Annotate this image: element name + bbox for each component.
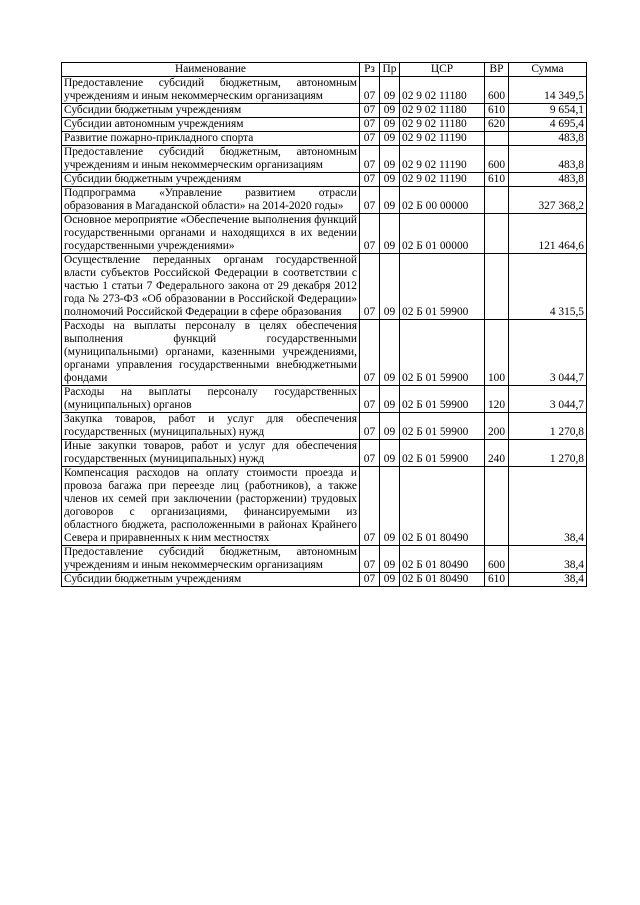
row-rz: 07 bbox=[360, 77, 380, 104]
row-vr: 610 bbox=[485, 104, 509, 118]
table-row bbox=[62, 173, 587, 187]
row-sum: 483,8 bbox=[509, 173, 587, 187]
row-csr: 02 9 02 11180 bbox=[400, 77, 485, 104]
row-name: Субсидии бюджетным учреждениям bbox=[62, 573, 360, 587]
row-pr: 09 bbox=[380, 187, 400, 214]
row-rz: 07 bbox=[360, 320, 380, 386]
table-row bbox=[62, 132, 587, 146]
row-rz: 07 bbox=[360, 118, 380, 132]
row-rz: 07 bbox=[360, 214, 380, 254]
table-row bbox=[62, 254, 587, 320]
table-row bbox=[62, 546, 587, 573]
row-sum: 38,4 bbox=[509, 546, 587, 573]
row-rz: 07 bbox=[360, 546, 380, 573]
header-pr: Пр bbox=[380, 63, 400, 77]
row-csr: 02 9 02 11190 bbox=[400, 146, 485, 173]
row-pr: 09 bbox=[380, 573, 400, 587]
row-csr: 02 Б 01 80490 bbox=[400, 573, 485, 587]
row-name: Иные закупки товаров, работ и услуг для обеспечения государственных (муниципальных) нужд bbox=[62, 440, 360, 467]
table-row bbox=[62, 214, 587, 254]
table-row bbox=[62, 187, 587, 214]
row-pr: 09 bbox=[380, 546, 400, 573]
table-row bbox=[62, 386, 587, 413]
row-sum: 3 044,7 bbox=[509, 320, 587, 386]
table-row bbox=[62, 118, 587, 132]
row-rz: 07 bbox=[360, 173, 380, 187]
row-vr: 600 bbox=[485, 77, 509, 104]
row-rz: 07 bbox=[360, 132, 380, 146]
row-name: Развитие пожарно-прикладного спорта bbox=[62, 132, 360, 146]
row-sum: 14 349,5 bbox=[509, 77, 587, 104]
row-csr: 02 9 02 11190 bbox=[400, 173, 485, 187]
row-pr: 09 bbox=[380, 77, 400, 104]
row-pr: 09 bbox=[380, 467, 400, 546]
row-csr: 02 9 02 11180 bbox=[400, 118, 485, 132]
row-sum: 483,8 bbox=[509, 132, 587, 146]
row-pr: 09 bbox=[380, 118, 400, 132]
row-vr bbox=[485, 214, 509, 254]
header-rz: Рз bbox=[360, 63, 380, 77]
row-sum: 4 315,5 bbox=[509, 254, 587, 320]
row-rz: 07 bbox=[360, 413, 380, 440]
table-row bbox=[62, 573, 587, 587]
row-sum: 1 270,8 bbox=[509, 440, 587, 467]
row-rz: 07 bbox=[360, 104, 380, 118]
row-vr: 620 bbox=[485, 118, 509, 132]
row-rz: 07 bbox=[360, 440, 380, 467]
table-row bbox=[62, 467, 587, 546]
row-csr: 02 Б 01 59900 bbox=[400, 413, 485, 440]
budget-table bbox=[61, 62, 587, 587]
row-vr: 120 bbox=[485, 386, 509, 413]
row-csr: 02 Б 01 59900 bbox=[400, 386, 485, 413]
row-csr: 02 Б 00 00000 bbox=[400, 187, 485, 214]
row-name: Расходы на выплаты персоналу в целях обеспечения выполнения функций государственными (муниципальными) органами, казенными учреждениями, органами управления государственными внебюджетными фондами bbox=[62, 320, 360, 386]
row-name: Расходы на выплаты персоналу государственных (муниципальных) органов bbox=[62, 386, 360, 413]
header-sum: Сумма bbox=[509, 63, 587, 77]
row-pr: 09 bbox=[380, 320, 400, 386]
header-vr: ВР bbox=[485, 63, 509, 77]
row-csr: 02 9 02 11180 bbox=[400, 104, 485, 118]
row-sum: 483,8 bbox=[509, 146, 587, 173]
header-csr: ЦСР bbox=[400, 63, 485, 77]
row-csr: 02 Б 01 00000 bbox=[400, 214, 485, 254]
row-sum: 3 044,7 bbox=[509, 386, 587, 413]
table-row bbox=[62, 413, 587, 440]
row-csr: 02 Б 01 59900 bbox=[400, 254, 485, 320]
header-name: Наименование bbox=[62, 63, 360, 77]
row-vr: 600 bbox=[485, 546, 509, 573]
row-pr: 09 bbox=[380, 104, 400, 118]
row-vr bbox=[485, 467, 509, 546]
row-rz: 07 bbox=[360, 146, 380, 173]
row-vr: 240 bbox=[485, 440, 509, 467]
table-row bbox=[62, 77, 587, 104]
row-sum: 327 368,2 bbox=[509, 187, 587, 214]
row-sum: 1 270,8 bbox=[509, 413, 587, 440]
row-name: Субсидии бюджетным учреждениям bbox=[62, 173, 360, 187]
row-pr: 09 bbox=[380, 254, 400, 320]
row-csr: 02 Б 01 59900 bbox=[400, 440, 485, 467]
row-pr: 09 bbox=[380, 413, 400, 440]
row-sum: 38,4 bbox=[509, 573, 587, 587]
row-name: Закупка товаров, работ и услуг для обеспечения государственных (муниципальных) нужд bbox=[62, 413, 360, 440]
row-sum: 4 695,4 bbox=[509, 118, 587, 132]
row-vr: 610 bbox=[485, 173, 509, 187]
row-sum: 38,4 bbox=[509, 467, 587, 546]
row-rz: 07 bbox=[360, 573, 380, 587]
row-vr bbox=[485, 254, 509, 320]
row-pr: 09 bbox=[380, 440, 400, 467]
row-vr: 600 bbox=[485, 146, 509, 173]
row-pr: 09 bbox=[380, 132, 400, 146]
row-csr: 02 Б 01 80490 bbox=[400, 467, 485, 546]
row-rz: 07 bbox=[360, 386, 380, 413]
row-rz: 07 bbox=[360, 467, 380, 546]
row-name: Предоставление субсидий бюджетным, автономным учреждениям и иным некоммерческим организациям bbox=[62, 77, 360, 104]
row-pr: 09 bbox=[380, 173, 400, 187]
table-row bbox=[62, 146, 587, 173]
row-pr: 09 bbox=[380, 214, 400, 254]
row-vr: 610 bbox=[485, 573, 509, 587]
row-pr: 09 bbox=[380, 386, 400, 413]
row-name: Предоставление субсидий бюджетным, автономным учреждениям и иным некоммерческим организациям bbox=[62, 546, 360, 573]
row-name: Основное мероприятие «Обеспечение выполнения функций государственными органами и находящихся в их ведении государственными учреждениями» bbox=[62, 214, 360, 254]
row-name: Осуществление переданных органам государственной власти субъектов Российской Федерации в соответствии с частью 1 статьи 7 Федерального закона от 29 декабря 2012 года № 273-ФЗ «Об образовании в Российской Федерации» полномочий Российской Федерации в сфере образования bbox=[62, 254, 360, 320]
table-row bbox=[62, 320, 587, 386]
row-name: Компенсация расходов на оплату стоимости проезда и провоза багажа при переезде лиц (работников), а также членов их семей при заключении (расторжении) трудовых договоров с организациями, финансируемыми из областного бюджета, расположенными в районах Крайнего Севера и приравненных к ним местностях bbox=[62, 467, 360, 546]
row-vr bbox=[485, 132, 509, 146]
row-sum: 121 464,6 bbox=[509, 214, 587, 254]
row-vr: 200 bbox=[485, 413, 509, 440]
table-row bbox=[62, 104, 587, 118]
row-name: Предоставление субсидий бюджетным, автономным учреждениям и иным некоммерческим организациям bbox=[62, 146, 360, 173]
table-row bbox=[62, 440, 587, 467]
table-header-row bbox=[62, 63, 587, 77]
row-rz: 07 bbox=[360, 254, 380, 320]
row-sum: 9 654,1 bbox=[509, 104, 587, 118]
row-name: Субсидии автономным учреждениям bbox=[62, 118, 360, 132]
row-csr: 02 Б 01 80490 bbox=[400, 546, 485, 573]
row-vr bbox=[485, 187, 509, 214]
row-csr: 02 Б 01 59900 bbox=[400, 320, 485, 386]
row-rz: 07 bbox=[360, 187, 380, 214]
row-pr: 09 bbox=[380, 146, 400, 173]
row-name: Субсидии бюджетным учреждениям bbox=[62, 104, 360, 118]
row-name: Подпрограмма «Управление развитием отрасли образования в Магаданской области» на 2014-2020 годы» bbox=[62, 187, 360, 214]
row-csr: 02 9 02 11190 bbox=[400, 132, 485, 146]
row-vr: 100 bbox=[485, 320, 509, 386]
